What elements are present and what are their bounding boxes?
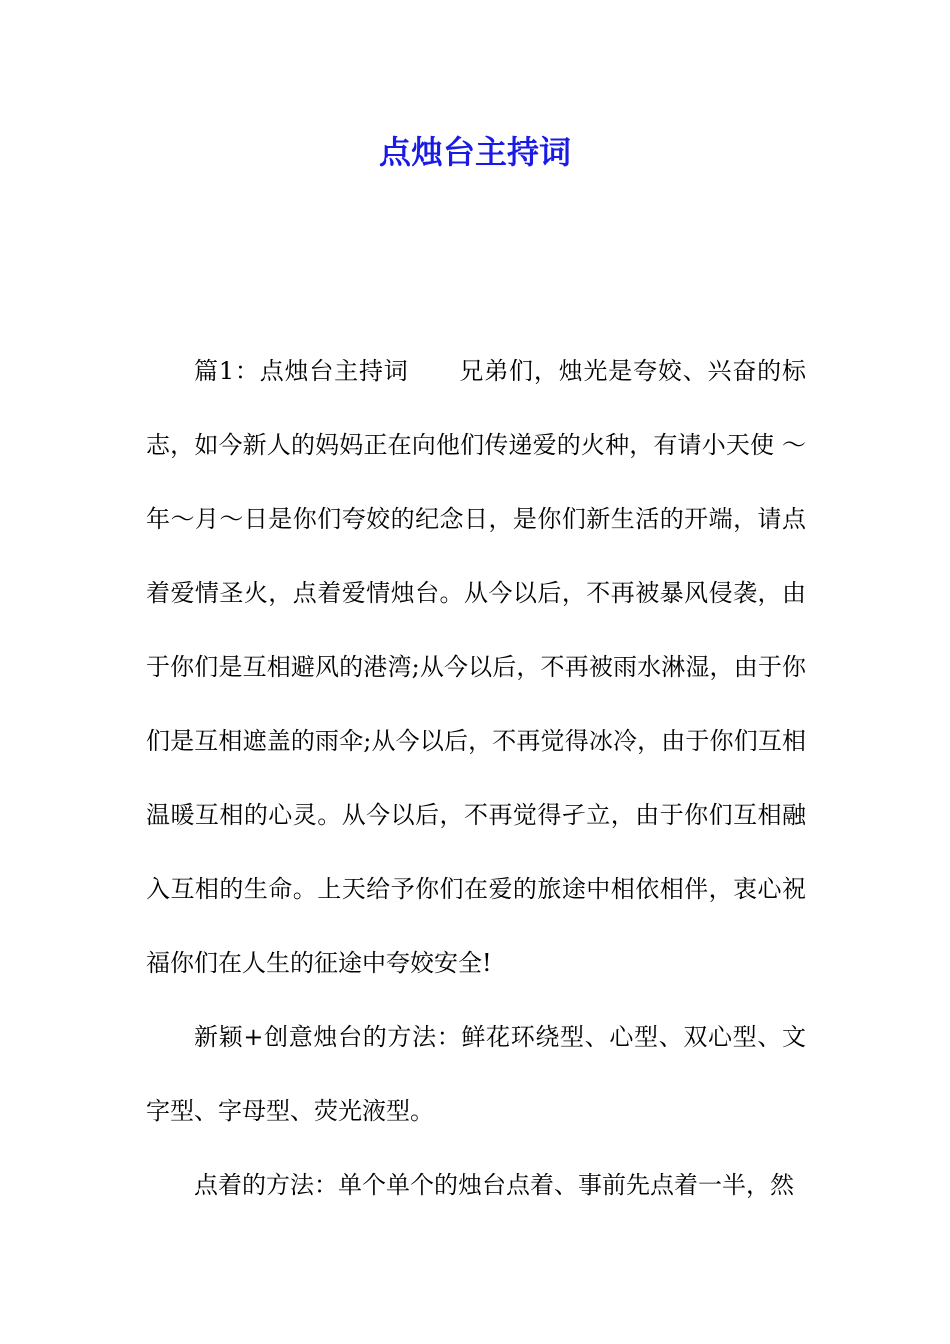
paragraph-1 [146,334,806,1000]
document-title: 点烛台主持词 [378,133,571,171]
paragraph-1-text: 兄弟们，烛光是夸姣、兴奋的标志，如今新人的妈妈正在向他们传递爱的火种，有请小天使 ～年～月～日是你们夸姣的纪念日，是你们新生活的开端，请点着爱情圣火，点着爱情烛台。从今以后，不再被暴风侵袭，由于你们是互相避风的港湾;从今以后，不再被雨水淋湿，由于你们是互相遮盖的雨伞;从今以后，不再觉得冰冷，由于你们互相温暖互相的心灵。从今以后，不再觉得孑立，由于你们互相融入互相的生命。上天给予你们在爱的旅途中相依相伴，衷心祝福你们在人生的征途中夸姣安全! [146,357,806,977]
paragraph-1-lead: 篇1：点烛台主持词 [194,357,409,385]
paragraph-3: 点着的方法：单个单个的烛台点着、事前先点着一半，然 [194,1171,794,1199]
paragraph-2: 新颖+创意烛台的方法：鲜花环绕型、心型、双心型、文字型、字母型、荧光液型。 [146,1023,806,1125]
document-body [146,334,806,1222]
